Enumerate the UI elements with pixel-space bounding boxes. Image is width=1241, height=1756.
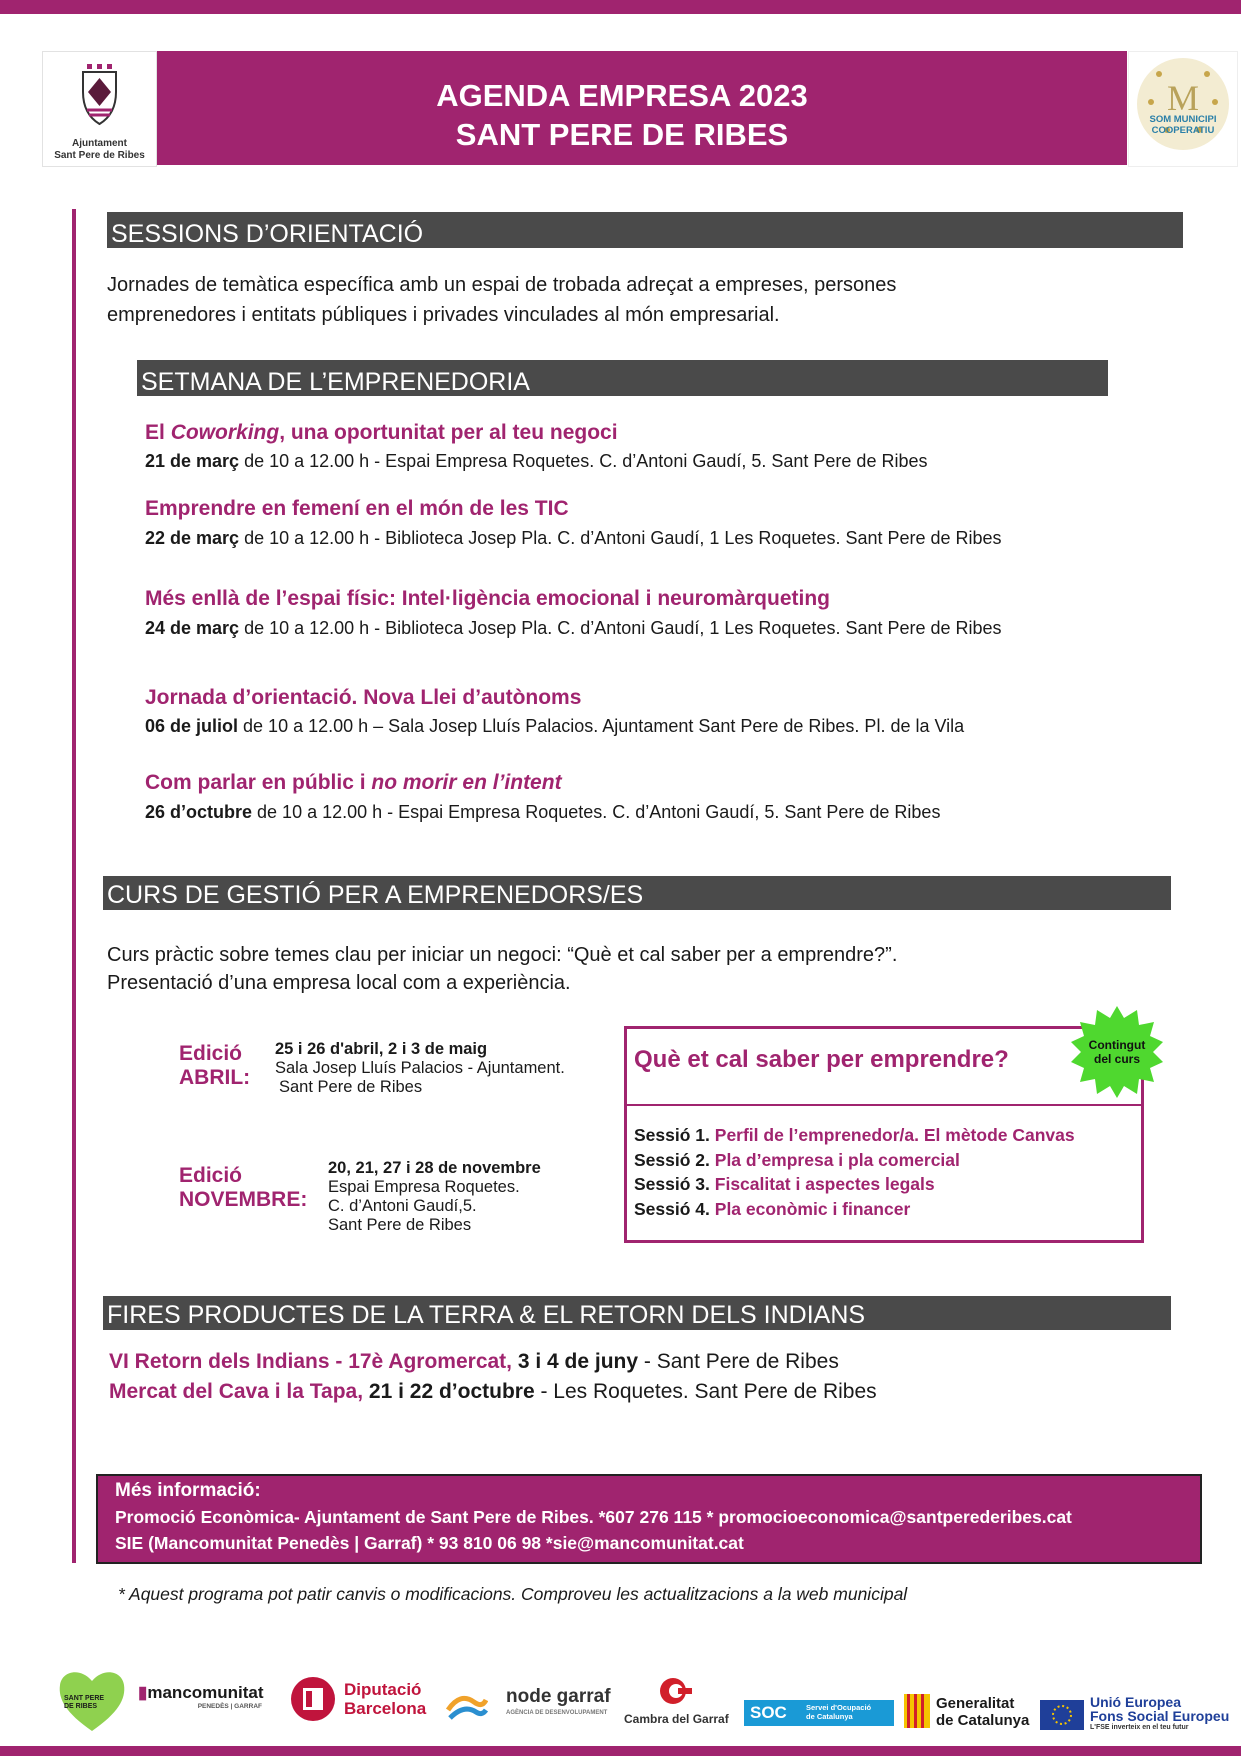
course-box-title: Què et cal saber per emprendre? [634,1046,1009,1073]
section2-intro-line2: Presentació d’una empresa local com a experiència. [107,972,571,994]
section-heading-fires: FIRES PRODUCTES DE LA TERRA & EL RETORN DELS INDIANS [103,1296,1171,1330]
eu-flag-icon [1040,1700,1084,1730]
event-title-5: Com parlar en públic i no morir en l’intent [145,771,562,794]
ajuntament-logo [42,51,157,167]
page-title-line2: SANT PERE DE RIBES [455,117,789,152]
logo-label-line2: Sant Pere de Ribes [54,150,145,161]
course-content-badge [1069,1004,1165,1100]
session-item: Sessió 1. Perfil de l’emprenedor/a. El mètode Canvas [634,1125,1075,1145]
more-info-line2: SIE (Mancomunitat Penedès | Garraf) * 93 810 06 98 *sie@mancomunitat.cat [115,1533,744,1553]
fair-line-1: VI Retorn dels Indians - 17è Agromercat, 3 i 4 de juny - Sant Pere de Ribes [109,1350,839,1373]
crest-icon [43,52,156,138]
edition-abril-details: 25 i 26 d'abril, 2 i 3 de maig Sala Josep Lluís Palacios - Ajuntament. Sant Pere de Ribes [275,1040,565,1096]
section2-intro-line1: Curs pràctic sobre temes clau per iniciar un negoci: “Què et cal saber per a emprendre?”. [107,944,898,966]
eu-fse-footer-logo: Unió Europea Fons Social Europeu L'FSE inverteix en el teu futur [1040,1694,1236,1736]
fair-line-2: Mercat del Cava i la Tapa, 21 i 22 d’octubre - Les Roquetes. Sant Pere de Ribes [109,1380,877,1403]
logo-label-line1: Ajuntament [72,138,127,149]
coop-logo-line2: COOPERATIU [1151,125,1215,136]
event-title-3: Més enllà de l’espai físic: Intel·ligència emocional i neuromàrqueting [145,587,831,610]
session-item: Sessió 2. Pla d’empresa i pla comercial [634,1149,960,1170]
more-info-title: Més informació: [115,1480,261,1501]
edition-novembre-details: 20, 21, 27 i 28 de novembre Espai Empresa Roquetes. C. d’Antoni Gaudí,5. Sant Pere de Ribes [328,1159,541,1234]
event-title-4: Jornada d’orientació. Nova Llei d’autònoms [145,686,582,709]
cooperative-m-icon [1129,52,1237,166]
header-title-band [157,51,1127,165]
coop-logo-line1: SOM MUNICIPI [1149,114,1217,125]
som-municipi-logo [1128,51,1238,167]
more-info-box [96,1474,1202,1564]
cambra-garraf-footer-logo: Cambra del Garraf [620,1676,730,1732]
svg-text:M: M [1166,78,1200,118]
more-info-line1: Promoció Econòmica- Ajuntament de Sant Pere de Ribes. *607 276 115 * promocioeconomica@santperederibes.cat [115,1507,1072,1527]
badge-line2: del curs [1093,1052,1141,1066]
event-title-2: Emprendre en femení en el món de les TIC [145,497,569,520]
generalitat-footer-logo: Generalitat de Catalunya [904,1694,1036,1734]
diputacio-crest-icon [290,1676,336,1722]
wave-logo-icon [446,1688,488,1724]
left-accent-line [72,209,76,1563]
node-garraf-footer-logo: node garraf AGÈNCIA DE DESENVOLUPAMENT [446,1682,606,1732]
session-list [634,1123,1075,1221]
badge-line1: Contingut [1088,1038,1146,1052]
senyera-icon [904,1694,930,1728]
top-accent-bar [0,0,1241,14]
section-heading-orientacio: SESSIONS D’ORIENTACIÓ [107,212,1183,248]
course-box-divider [627,1104,1141,1106]
sant-pere-footer-logo: SANT PERE DE RIBES [58,1667,126,1735]
session-item: Sessió 3. Fiscalitat i aspectes legals [634,1174,935,1194]
event-title-1: El Coworking, una oportunitat per al teu negoci [145,421,618,444]
edition-abril-label: Edició ABRIL: [179,1042,251,1089]
event-detail-1: 21 de març de 10 a 12.00 h - Espai Empresa Roquetes. C. d’Antoni Gaudí, 5. Sant Pere de Ribes [145,451,928,471]
bottom-accent-bar [0,1746,1241,1756]
edition-novembre-label: Edició NOVEMBRE: [179,1164,308,1211]
soc-footer-logo: SOC Servei d'Ocupació de Catalunya [744,1700,894,1726]
section1-intro-line2: emprenedores i entitats públiques i privades vinculades al món empresarial. [107,304,780,326]
diputacio-footer-logo: Diputació Barcelona [290,1676,440,1726]
page-title-line1: AGENDA EMPRESA 2023 [436,78,808,113]
event-detail-3: 24 de març de 10 a 12.00 h - Biblioteca Josep Pla. C. d’Antoni Gaudí, 1 Les Roquetes. Sant Pere de Ribes [145,618,1002,638]
subsection-heading-emprenedoria: SETMANA DE L’EMPRENEDORIA [137,360,1108,396]
session-item: Sessió 4. Pla econòmic i financer [634,1198,911,1219]
section-heading-curs-gestio: CURS DE GESTIÓ PER A EMPRENEDORS/ES [103,876,1171,910]
event-detail-4: 06 de juliol de 10 a 12.00 h – Sala Josep Lluís Palacios. Ajuntament Sant Pere de Ribes. Pl. de la Vila [145,716,965,736]
course-content-box [624,1026,1144,1243]
disclaimer-note: * Aquest programa pot patir canvis o modificacions. Comproveu les actualitzacions a la web municipal [118,1584,908,1604]
event-detail-5: 26 d’octubre de 10 a 12.00 h - Espai Empresa Roquetes. C. d’Antoni Gaudí, 5. Sant Pere de Ribes [145,802,941,822]
cambra-c-icon [658,1676,692,1706]
mancomunitat-footer-logo: ▮mancomunitat PENEDÈS | GARRAF [138,1683,264,1710]
event-detail-2: 22 de març de 10 a 12.00 h - Biblioteca Josep Pla. C. d’Antoni Gaudí, 1 Les Roquetes. Sant Pere de Ribes [145,528,1002,548]
section1-intro-line1: Jornades de temàtica específica amb un espai de trobada adreçat a empreses, persones [107,274,897,296]
